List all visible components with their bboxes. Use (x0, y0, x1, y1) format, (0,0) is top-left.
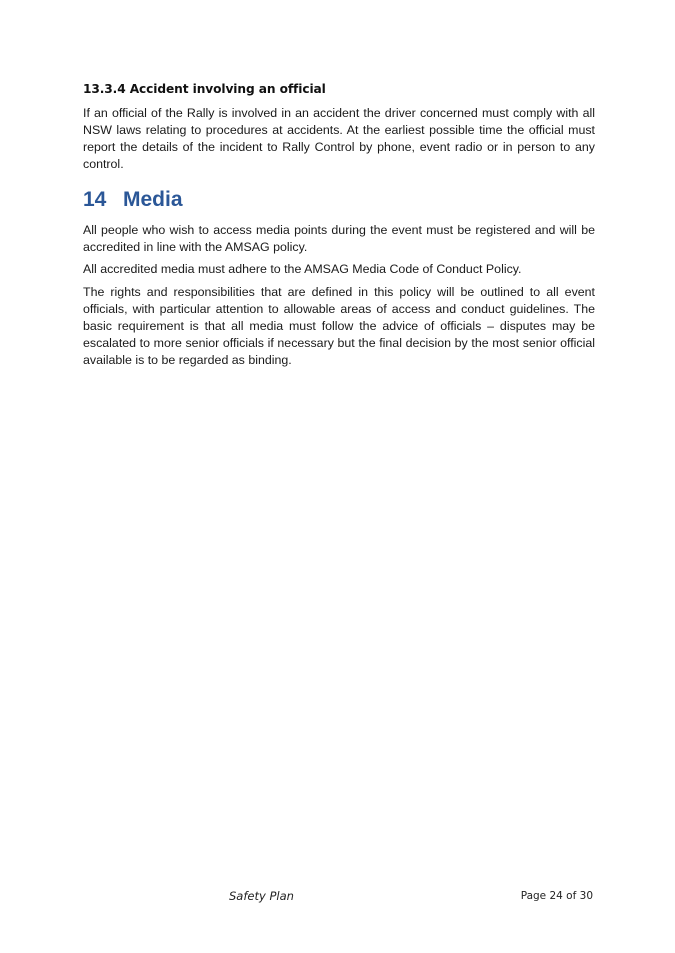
media-paragraph-2: All accredited media must adhere to the AMSAG Media Code of Conduct Policy. (83, 262, 522, 277)
section-heading-media (83, 188, 595, 212)
media-paragraph-1: All people who wish to access media points during the event must be registered and will be accredited in line with the AMSAG policy. (83, 222, 595, 254)
footer-document-title: Safety Plan (229, 889, 294, 903)
section-title: Media (123, 187, 183, 211)
subsection-heading-accident: 13.3.4 Accident involving an official (83, 82, 326, 96)
media-paragraph-3: The rights and responsibilities that are defined in this policy will be outlined to all event officials, with particular attention to allowable areas of access and conduct guidelines. The basic requirement is that all media must follow the advice of officials – disputes may be escalated to more senior officials if necessary but the final decision by the most senior official available is to be regarded as binding. (83, 285, 595, 367)
footer-page-number: Page 24 of 30 (520, 890, 593, 902)
page-content (83, 82, 595, 375)
page-footer (0, 889, 675, 907)
accident-paragraph: If an official of the Rally is involved in an accident the driver concerned must comply with all NSW laws relating to procedures at accidents. At the earliest possible time the official must report the details of the incident to Rally Control by phone, event radio or in person to any control. (83, 106, 595, 171)
section-number: 14 (83, 187, 107, 211)
